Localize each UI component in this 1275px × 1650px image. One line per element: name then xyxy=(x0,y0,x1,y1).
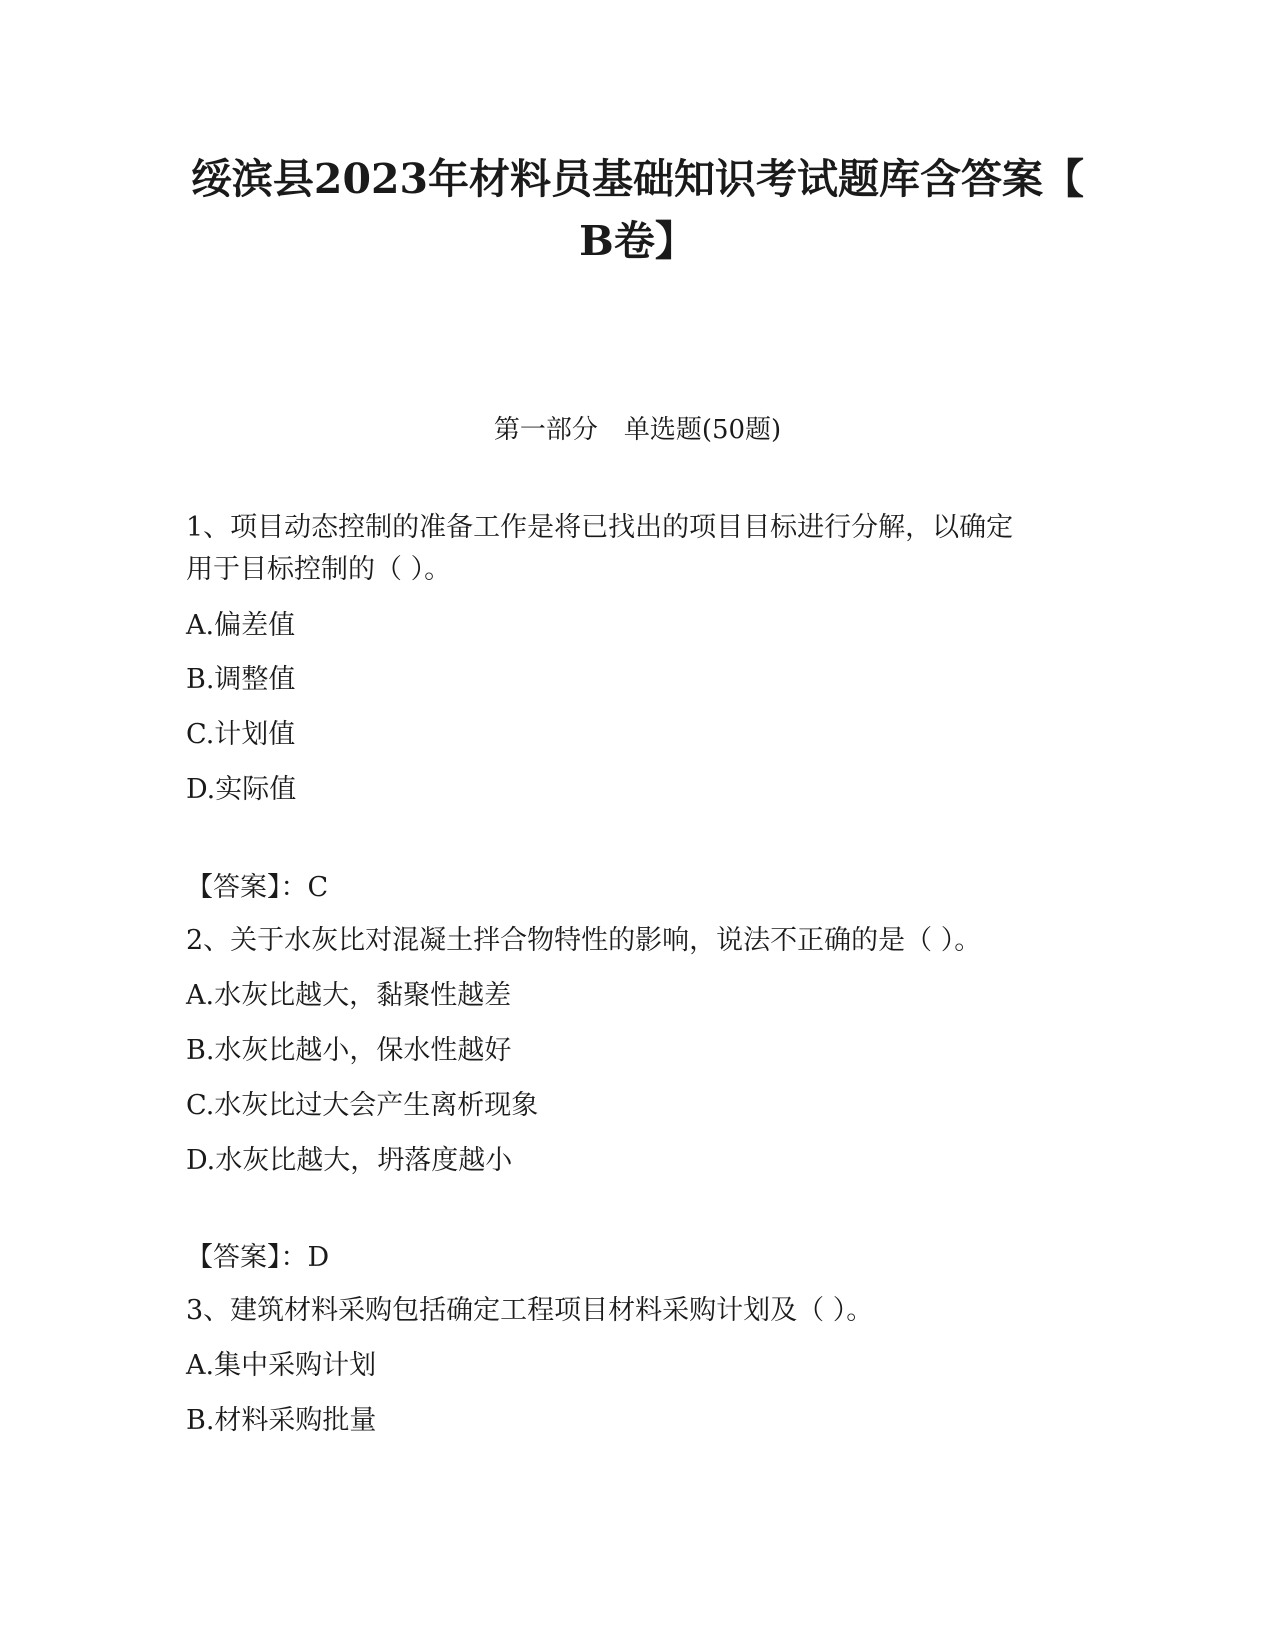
question-1-answer: 【答案】：C xyxy=(186,872,329,903)
question-1-option-b: B.调整值 xyxy=(186,664,296,695)
document-title-line-1: 绥滨县2023年材料员基础知识考试题库含答案【 xyxy=(190,155,1085,203)
document-title-line-2: B卷】 xyxy=(579,217,696,265)
question-1-stem-line-2: 用于目标控制的（ ）。 xyxy=(186,554,452,585)
question-2-stem: 2、关于水灰比对混凝土拌合物特性的影响，说法不正确的是（ ）。 xyxy=(186,925,982,956)
question-2-option-a: A.水灰比越大，黏聚性越差 xyxy=(186,980,512,1011)
question-2-option-d: D.水灰比越大，坍落度越小 xyxy=(186,1145,513,1176)
question-2-option-c: C.水灰比过大会产生离析现象 xyxy=(186,1090,539,1121)
question-1-stem-line-1: 1、项目动态控制的准备工作是将已找出的项目目标进行分解，以确定 xyxy=(186,512,1014,543)
question-2-answer: 【答案】：D xyxy=(186,1242,330,1273)
question-3-stem: 3、建筑材料采购包括确定工程项目材料采购计划及（ ）。 xyxy=(186,1295,874,1326)
question-2-option-b: B.水灰比越小，保水性越好 xyxy=(186,1035,512,1066)
question-1-option-c: C.计划值 xyxy=(186,719,296,750)
question-3-option-b: B.材料采购批量 xyxy=(186,1405,377,1436)
section-heading: 第一部分 单选题(50题) xyxy=(493,415,782,445)
document-title xyxy=(150,148,1125,272)
question-1-option-d: D.实际值 xyxy=(186,774,297,805)
question-3-option-a: A.集中采购计划 xyxy=(186,1350,377,1381)
question-1-option-a: A.偏差值 xyxy=(186,610,296,641)
